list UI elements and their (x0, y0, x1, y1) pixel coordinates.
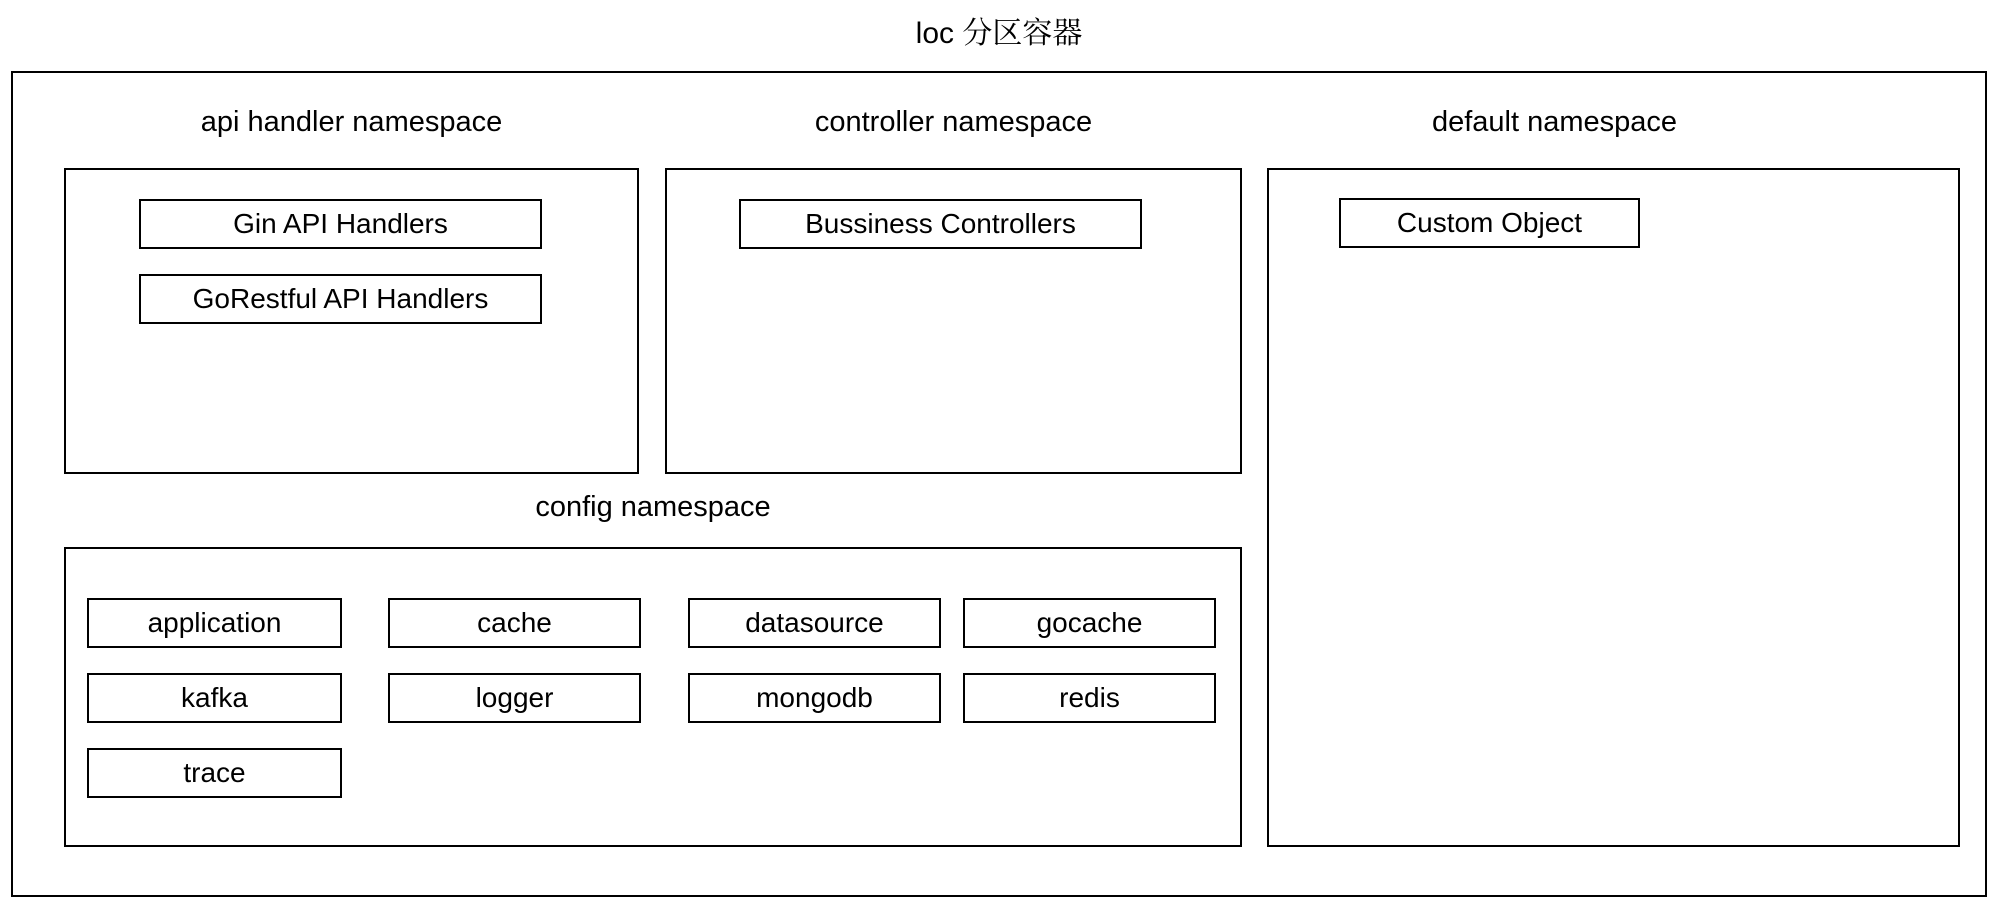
api-handler-namespace-label: api handler namespace (200, 105, 503, 138)
box-custom-object: Custom Object (1339, 198, 1640, 248)
controller-namespace-label: controller namespace (814, 105, 1093, 138)
ioc-partition-container-box (11, 71, 1987, 897)
box-cache: cache (388, 598, 641, 648)
config-namespace-box (64, 547, 1242, 847)
box-logger: logger (388, 673, 641, 723)
diagram-title: loc 分区容器 (915, 17, 1083, 50)
box-gocache: gocache (963, 598, 1216, 648)
default-namespace-label: default namespace (1431, 105, 1678, 138)
default-namespace-box (1267, 168, 1960, 847)
controller-namespace-box (665, 168, 1242, 474)
box-gorestful-api-handlers: GoRestful API Handlers (139, 274, 542, 324)
box-bussiness-controllers: Bussiness Controllers (739, 199, 1142, 249)
box-datasource: datasource (688, 598, 941, 648)
box-gin-api-handlers: Gin API Handlers (139, 199, 542, 249)
box-application: application (87, 598, 342, 648)
box-mongodb: mongodb (688, 673, 941, 723)
box-kafka: kafka (87, 673, 342, 723)
box-redis: redis (963, 673, 1216, 723)
api-handler-namespace-box (64, 168, 639, 474)
box-trace: trace (87, 748, 342, 798)
config-namespace-label: config namespace (535, 490, 771, 523)
